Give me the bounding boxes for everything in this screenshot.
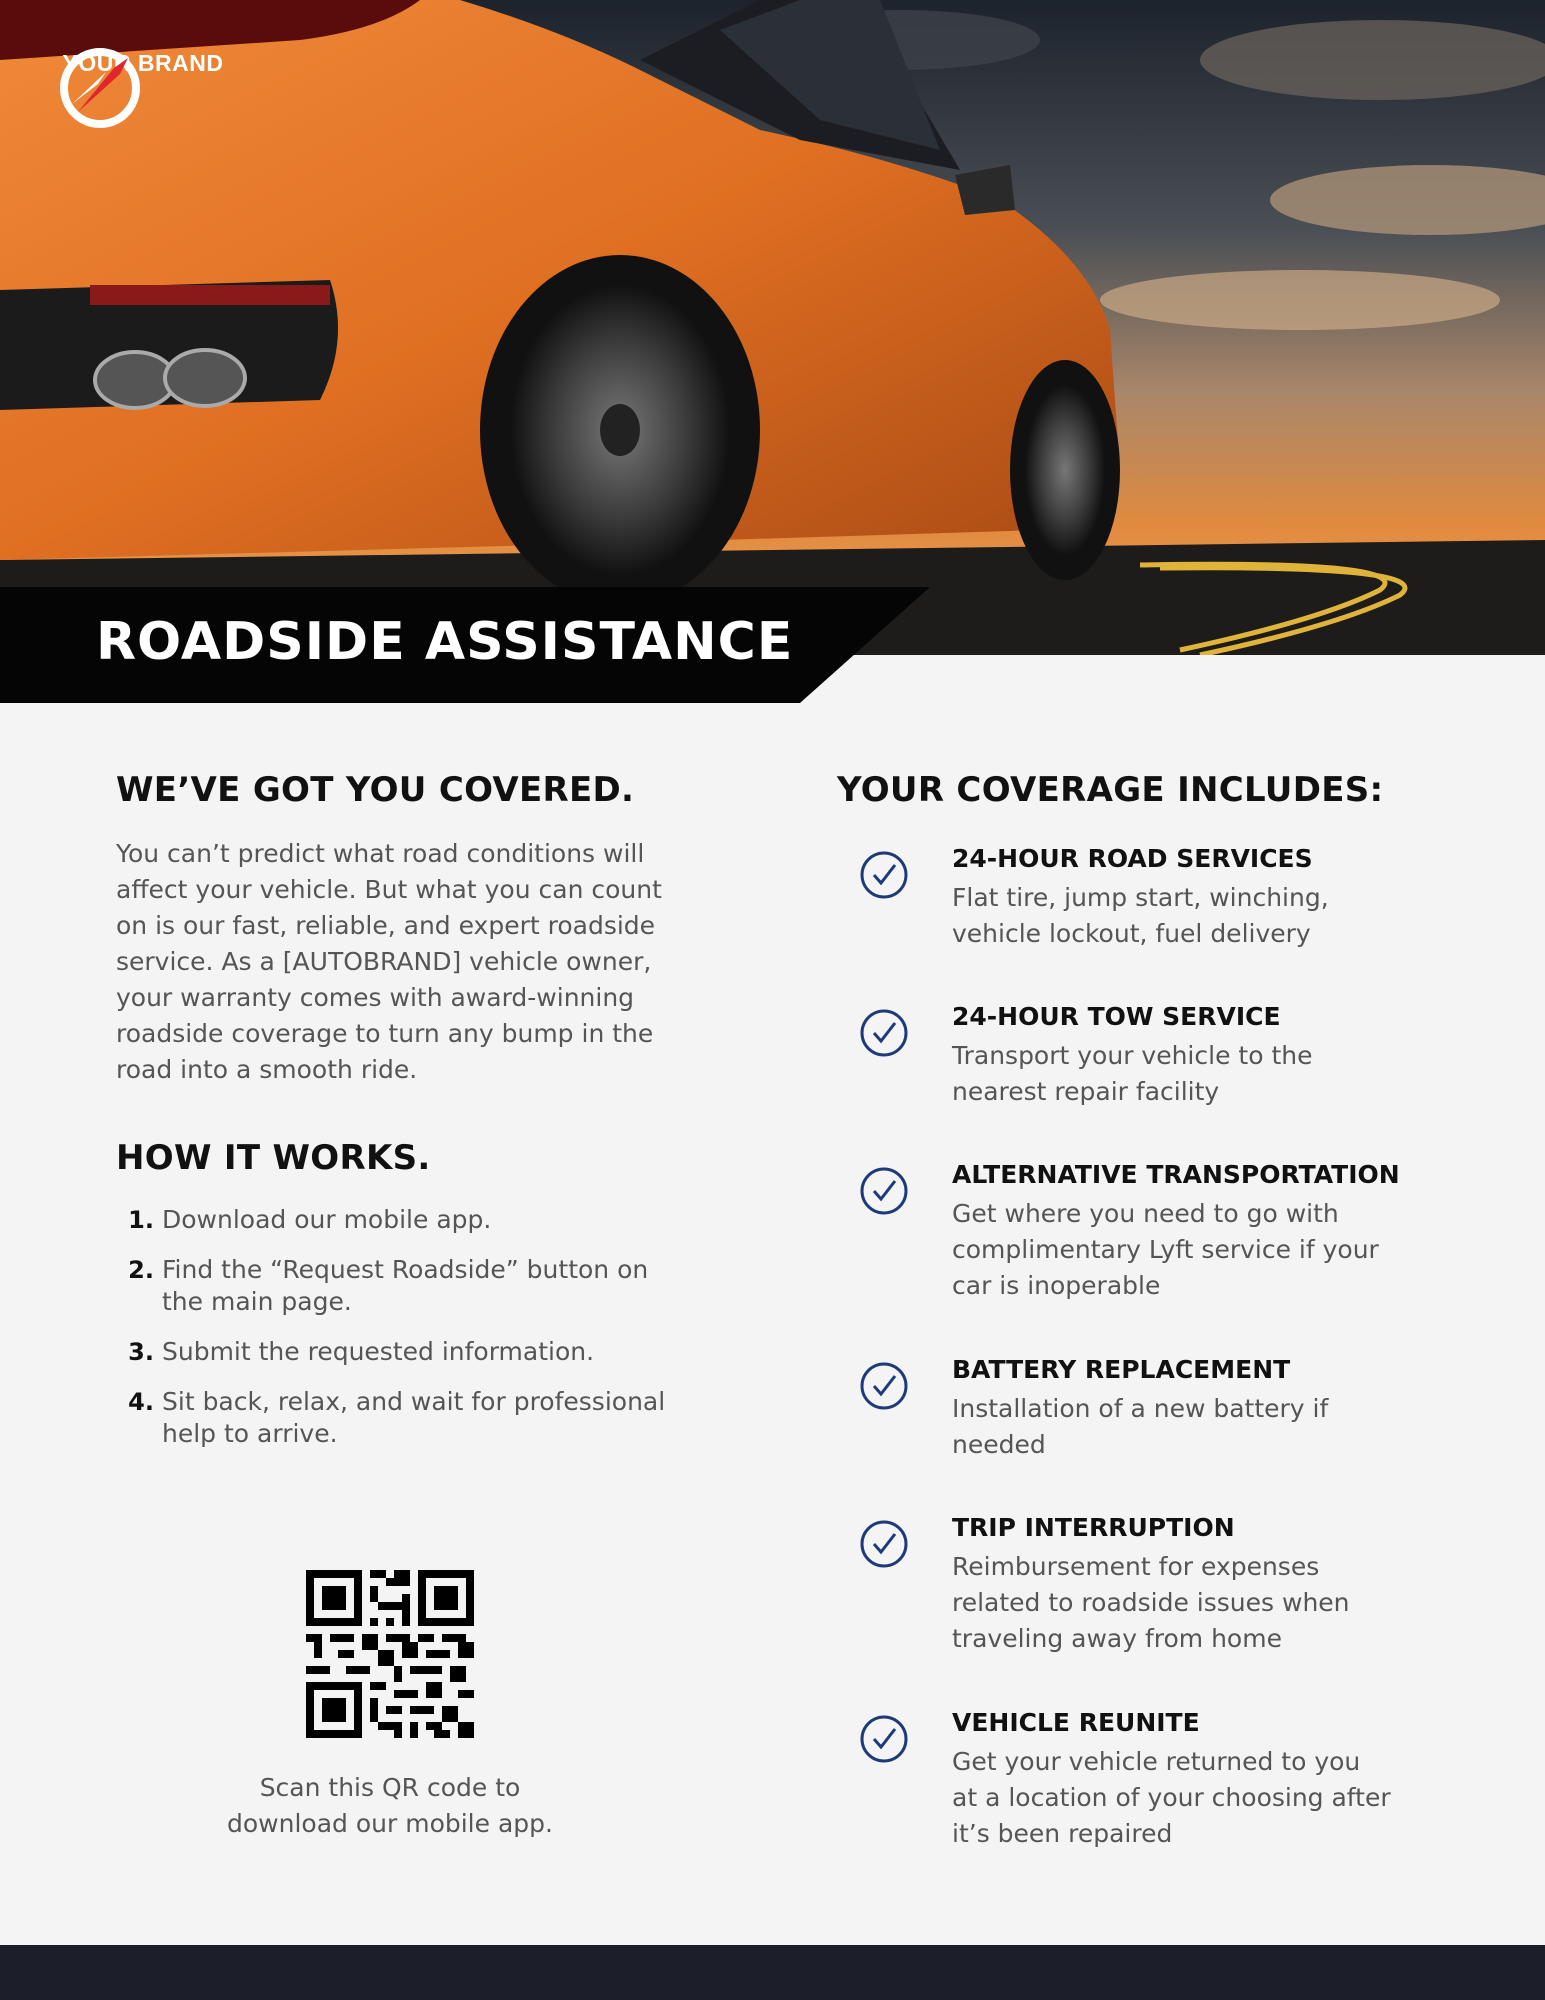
coverage-item — [837, 1000, 1517, 1158]
step-item — [116, 1204, 676, 1236]
coverage-title: 24-HOUR TOW SERVICE — [952, 1002, 1281, 1031]
step-item — [116, 1386, 676, 1450]
qr-caption: Scan this QR code to download our mobile app. — [227, 1773, 553, 1838]
coverage-list — [837, 842, 1517, 1852]
coverage-desc: Installation of a new battery if needed — [952, 1394, 1329, 1459]
qr-block — [200, 1570, 580, 1842]
covered-heading: WE’VE GOT YOU COVERED. — [116, 770, 635, 810]
check-circle-icon — [859, 1714, 909, 1764]
hero-image — [0, 0, 1545, 655]
right-column — [837, 770, 1517, 1852]
check-circle-icon — [859, 1519, 909, 1569]
step-number: 2. — [128, 1256, 154, 1284]
coverage-item — [837, 1511, 1517, 1706]
step-number: 3. — [128, 1338, 154, 1366]
intro-paragraph: You can’t predict what road conditions will affect your vehicle. But what you can count on is our fast, reliable, and expert roadside service. As a [AUTOBRAND] vehicle owner, your warranty comes with award-winning roadside coverage to turn any bump in the road into a smooth ride. — [116, 839, 662, 1084]
coverage-item — [837, 1353, 1517, 1511]
coverage-item — [837, 1158, 1517, 1353]
check-circle-icon — [859, 1361, 909, 1411]
check-circle-icon — [859, 1008, 909, 1058]
check-circle-icon — [859, 1166, 909, 1216]
step-text: Submit the requested information. — [162, 1337, 595, 1366]
coverage-title: VEHICLE REUNITE — [952, 1708, 1200, 1737]
step-text: Download our mobile app. — [162, 1205, 492, 1234]
qr-code-icon[interactable] — [306, 1570, 474, 1738]
step-text: Sit back, relax, and wait for professional help to arrive. — [162, 1387, 666, 1448]
step-number: 4. — [128, 1388, 154, 1416]
how-it-works-heading: HOW IT WORKS. — [116, 1138, 431, 1178]
coverage-desc: Get where you need to go with complimentary Lyft service if your car is inoperable — [952, 1199, 1379, 1300]
car-illustration — [0, 0, 1545, 655]
coverage-heading: YOUR COVERAGE INCLUDES: — [837, 770, 1384, 810]
steps-list — [116, 1204, 676, 1450]
coverage-desc: Flat tire, jump start, winching, vehicle lockout, fuel delivery — [952, 883, 1329, 948]
brand-name: YOUR BRAND — [62, 50, 224, 76]
coverage-desc: Reimbursement for expenses related to roadside issues when traveling away from home — [952, 1552, 1350, 1653]
coverage-title: BATTERY REPLACEMENT — [952, 1355, 1291, 1384]
page-title: ROADSIDE ASSISTANCE — [96, 612, 794, 672]
coverage-item — [837, 1706, 1517, 1852]
step-item — [116, 1336, 676, 1368]
check-circle-icon — [859, 850, 909, 900]
coverage-desc: Get your vehicle returned to you at a location of your choosing after it’s been repaired — [952, 1747, 1391, 1848]
brand-logo-block — [58, 46, 228, 77]
step-item — [116, 1254, 676, 1318]
coverage-title: TRIP INTERRUPTION — [952, 1513, 1235, 1542]
coverage-item — [837, 842, 1517, 1000]
rocket-circle-icon — [58, 46, 142, 130]
footer-bar — [0, 1945, 1545, 2000]
left-column — [116, 770, 676, 1468]
step-text: Find the “Request Roadside” button on the main page. — [162, 1255, 649, 1316]
coverage-title: 24-HOUR ROAD SERVICES — [952, 844, 1313, 873]
coverage-title: ALTERNATIVE TRANSPORTATION — [952, 1160, 1400, 1189]
step-number: 1. — [128, 1206, 154, 1234]
coverage-desc: Transport your vehicle to the nearest repair facility — [952, 1041, 1313, 1106]
